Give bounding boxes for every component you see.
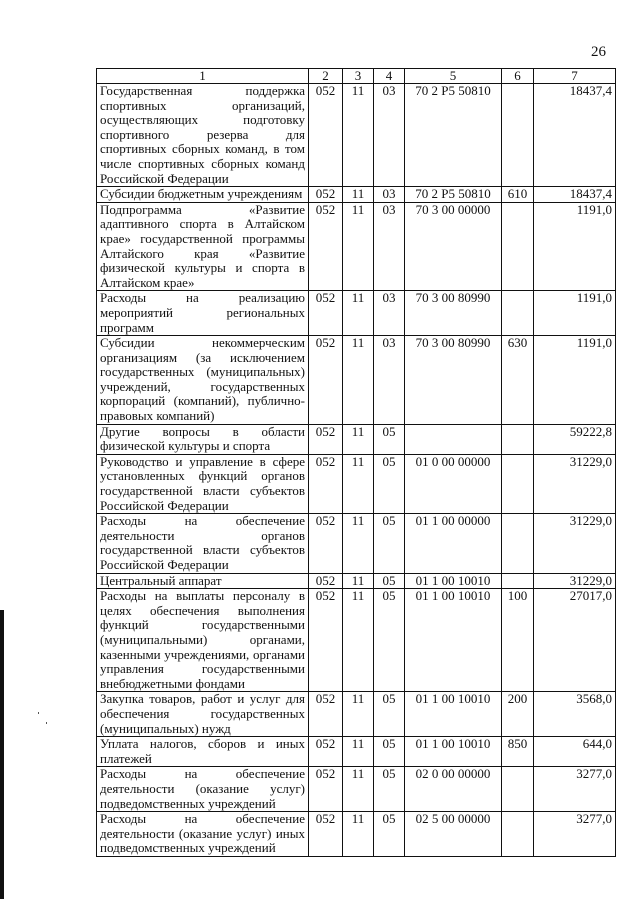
row-name-cell: Субсидии бюджетным учреждениям: [97, 187, 309, 203]
row-expense-type-cell: 100: [502, 589, 534, 692]
table-row: [97, 767, 616, 812]
row-amount-cell: 3277,0: [534, 767, 616, 812]
row-amount-cell: 644,0: [534, 737, 616, 767]
row-subsection-cell: 03: [374, 336, 405, 425]
row-name-cell: Субсидии некоммерческим организациям (за исключением государственных (муниципальных) учреждений, государственных корпораций (компаний), публично-правовых компаний): [97, 336, 309, 425]
row-subsection-cell: 03: [374, 84, 405, 187]
row-subsection-cell: 05: [374, 589, 405, 692]
row-amount-cell: 59222,8: [534, 424, 616, 454]
table-row: [97, 336, 616, 425]
row-amount-cell: 1191,0: [534, 202, 616, 291]
table-body: [97, 84, 616, 857]
row-grbs-cell: 052: [309, 573, 343, 589]
row-name-cell: Подпрограмма «Развитие адаптивного спорта в Алтайском крае» государственной программы Алтайского края «Развитие физической культуры и спорта в Алтайском крае»: [97, 202, 309, 291]
row-expense-type-cell: [502, 291, 534, 336]
row-target-article-cell: 70 3 00 80990: [405, 336, 502, 425]
table-row: [97, 454, 616, 513]
row-subsection-cell: 05: [374, 573, 405, 589]
table-row: [97, 202, 616, 291]
row-grbs-cell: 052: [309, 187, 343, 203]
row-expense-type-cell: [502, 767, 534, 812]
row-expense-type-cell: 200: [502, 692, 534, 737]
row-expense-type-cell: [502, 573, 534, 589]
row-grbs-cell: 052: [309, 514, 343, 573]
column-header-section: 3: [343, 69, 374, 84]
row-amount-cell: 31229,0: [534, 454, 616, 513]
row-target-article-cell: [405, 424, 502, 454]
row-target-article-cell: 01 1 00 10010: [405, 573, 502, 589]
row-name-cell: Другие вопросы в области физической культуры и спорта: [97, 424, 309, 454]
row-target-article-cell: 01 1 00 10010: [405, 737, 502, 767]
row-grbs-cell: 052: [309, 589, 343, 692]
row-subsection-cell: 05: [374, 454, 405, 513]
budget-table: [96, 68, 616, 857]
row-target-article-cell: 01 1 00 10010: [405, 589, 502, 692]
row-name-cell: Расходы на выплаты персоналу в целях обеспечения выполнения функций государственными (муниципальными) органами, казенными учреждениями, органами управления государственными внебюджетными фондами: [97, 589, 309, 692]
row-amount-cell: 3277,0: [534, 812, 616, 857]
row-subsection-cell: 03: [374, 291, 405, 336]
row-section-cell: 11: [343, 573, 374, 589]
row-subsection-cell: 05: [374, 514, 405, 573]
column-header-subsection: 4: [374, 69, 405, 84]
column-header-name: 1: [97, 69, 309, 84]
row-amount-cell: 1191,0: [534, 336, 616, 425]
table-row: [97, 573, 616, 589]
table-row: [97, 84, 616, 187]
row-target-article-cell: 02 5 00 00000: [405, 812, 502, 857]
page-number: 26: [591, 44, 606, 60]
row-section-cell: 11: [343, 187, 374, 203]
row-target-article-cell: 70 2 P5 50810: [405, 84, 502, 187]
scan-speck: [46, 722, 47, 724]
row-section-cell: 11: [343, 737, 374, 767]
row-grbs-cell: 052: [309, 84, 343, 187]
row-amount-cell: 31229,0: [534, 514, 616, 573]
row-target-article-cell: 01 0 00 00000: [405, 454, 502, 513]
row-section-cell: 11: [343, 202, 374, 291]
row-expense-type-cell: [502, 514, 534, 573]
row-name-cell: Расходы на обеспечение деятельности (оказание услуг) подведомственных учреждений: [97, 767, 309, 812]
table-header-row: [97, 69, 616, 84]
row-subsection-cell: 03: [374, 202, 405, 291]
row-section-cell: 11: [343, 424, 374, 454]
row-name-cell: Центральный аппарат: [97, 573, 309, 589]
row-name-cell: Расходы на реализацию мероприятий региональных программ: [97, 291, 309, 336]
table-row: [97, 187, 616, 203]
row-grbs-cell: 052: [309, 737, 343, 767]
row-subsection-cell: 05: [374, 737, 405, 767]
row-grbs-cell: 052: [309, 812, 343, 857]
row-target-article-cell: 01 1 00 10010: [405, 692, 502, 737]
row-name-cell: Уплата налогов, сборов и иных платежей: [97, 737, 309, 767]
table-row: [97, 692, 616, 737]
table-row: [97, 589, 616, 692]
row-section-cell: 11: [343, 291, 374, 336]
row-name-cell: Расходы на обеспечение деятельности органов государственной власти субъектов Российской Федерации: [97, 514, 309, 573]
row-amount-cell: 18437,4: [534, 187, 616, 203]
row-section-cell: 11: [343, 692, 374, 737]
table-row: [97, 737, 616, 767]
row-section-cell: 11: [343, 589, 374, 692]
column-header-grbs: 2: [309, 69, 343, 84]
row-expense-type-cell: [502, 424, 534, 454]
scan-edge-mark: [0, 610, 4, 899]
row-name-cell: Расходы на обеспечение деятельности (оказание услуг) иных подведомственных учреждений: [97, 812, 309, 857]
row-amount-cell: 18437,4: [534, 84, 616, 187]
column-header-expense-type: 6: [502, 69, 534, 84]
row-subsection-cell: 05: [374, 812, 405, 857]
row-grbs-cell: 052: [309, 202, 343, 291]
row-subsection-cell: 03: [374, 187, 405, 203]
row-subsection-cell: 05: [374, 424, 405, 454]
row-amount-cell: 27017,0: [534, 589, 616, 692]
row-expense-type-cell: [502, 84, 534, 187]
row-grbs-cell: 052: [309, 454, 343, 513]
row-section-cell: 11: [343, 767, 374, 812]
row-section-cell: 11: [343, 336, 374, 425]
scan-speck: [38, 712, 39, 714]
table-row: [97, 812, 616, 857]
row-amount-cell: 31229,0: [534, 573, 616, 589]
row-name-cell: Государственная поддержка спортивных организаций, осуществляющих подготовку спортивного резерва для спортивных сборных команд, в том числе спортивных сборных команд Российской Федерации: [97, 84, 309, 187]
row-name-cell: Руководство и управление в сфере установленных функций органов государственной власти субъектов Российской Федерации: [97, 454, 309, 513]
row-grbs-cell: 052: [309, 336, 343, 425]
row-expense-type-cell: [502, 202, 534, 291]
row-amount-cell: 1191,0: [534, 291, 616, 336]
table-row: [97, 291, 616, 336]
row-name-cell: Закупка товаров, работ и услуг для обеспечения государственных (муниципальных) нужд: [97, 692, 309, 737]
row-section-cell: 11: [343, 454, 374, 513]
column-header-target-article: 5: [405, 69, 502, 84]
row-grbs-cell: 052: [309, 767, 343, 812]
row-grbs-cell: 052: [309, 291, 343, 336]
row-subsection-cell: 05: [374, 692, 405, 737]
table-row: [97, 424, 616, 454]
row-expense-type-cell: 630: [502, 336, 534, 425]
row-section-cell: 11: [343, 514, 374, 573]
row-expense-type-cell: 610: [502, 187, 534, 203]
row-target-article-cell: 01 1 00 00000: [405, 514, 502, 573]
row-target-article-cell: 02 0 00 00000: [405, 767, 502, 812]
row-section-cell: 11: [343, 84, 374, 187]
row-expense-type-cell: [502, 454, 534, 513]
row-target-article-cell: 70 2 P5 50810: [405, 187, 502, 203]
row-target-article-cell: 70 3 00 00000: [405, 202, 502, 291]
row-subsection-cell: 05: [374, 767, 405, 812]
row-section-cell: 11: [343, 812, 374, 857]
row-expense-type-cell: [502, 812, 534, 857]
row-grbs-cell: 052: [309, 692, 343, 737]
row-grbs-cell: 052: [309, 424, 343, 454]
table-row: [97, 514, 616, 573]
column-header-amount: 7: [534, 69, 616, 84]
row-amount-cell: 3568,0: [534, 692, 616, 737]
row-target-article-cell: 70 3 00 80990: [405, 291, 502, 336]
row-expense-type-cell: 850: [502, 737, 534, 767]
